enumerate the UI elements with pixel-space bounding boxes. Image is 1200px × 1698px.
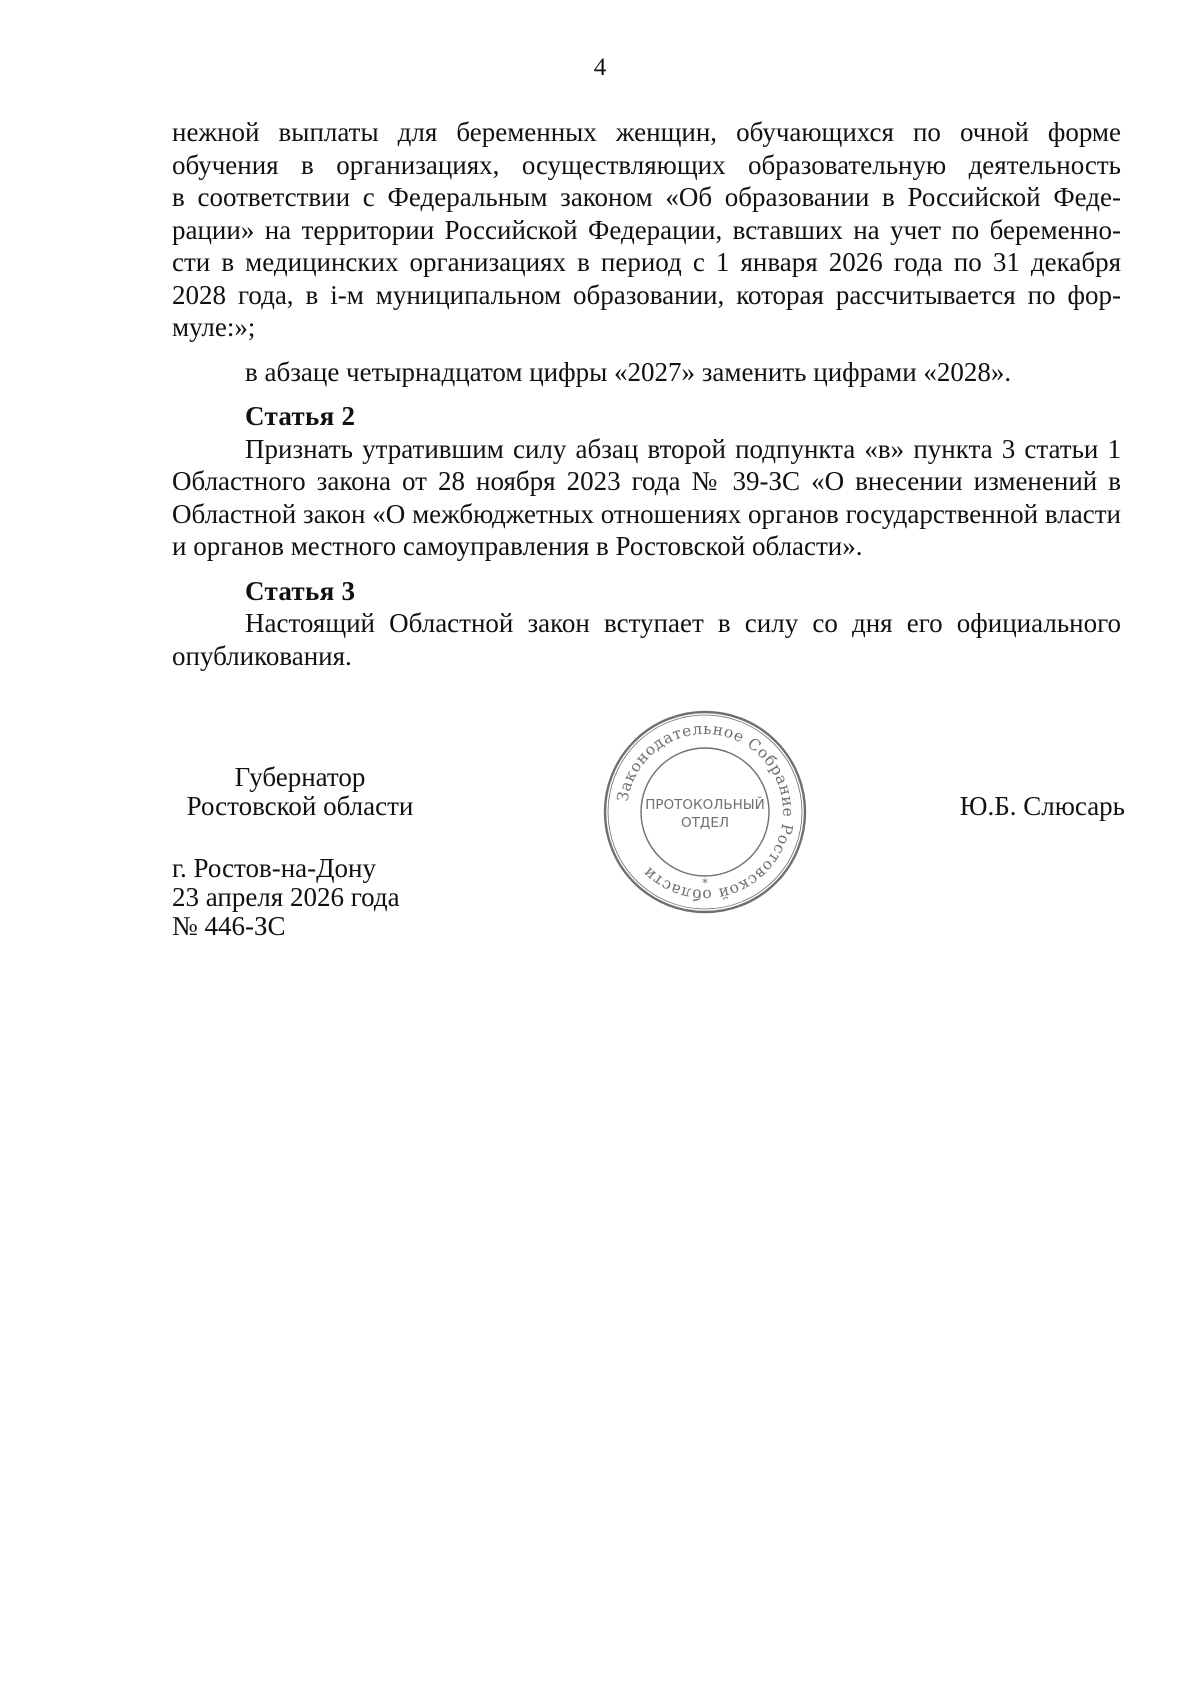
signatory-region: Ростовской области bbox=[186, 791, 414, 821]
page-number: 4 bbox=[593, 54, 607, 81]
stamp-star: * bbox=[702, 876, 708, 890]
text-line: в соответствии с Федеральным законом «Об образовании в Российской Феде- bbox=[172, 182, 1121, 212]
article-3-heading: Статья 3 bbox=[245, 575, 356, 606]
stamp-center-line2: ОТДЕЛ bbox=[680, 815, 730, 831]
text-line: рации» на территории Российской Федерации, вставших на учет по беременно- bbox=[172, 214, 1121, 245]
article-2-heading: Статья 2 bbox=[245, 401, 356, 431]
signatory-position: Губернатор bbox=[234, 762, 366, 792]
document-body bbox=[172, 116, 1121, 672]
signatory-name: Ю.Б. Слюсарь bbox=[959, 791, 1125, 821]
law-number: № 446-ЗС bbox=[172, 911, 286, 941]
article-3-text: Настоящий Областной закон вступает в силу со дня его официального опубликования. bbox=[172, 608, 1121, 671]
place-date-block bbox=[172, 854, 400, 941]
city: г. Ростов-на-Дону bbox=[172, 853, 377, 883]
signatory-title bbox=[172, 763, 428, 821]
text-line: сти в медицинских организациях в период с 1 января 2026 года по 31 декабря bbox=[172, 247, 1121, 277]
stamp-center-line1: ПРОТОКОЛЬНЫЙ bbox=[645, 797, 765, 813]
law-date: 23 апреля 2026 года bbox=[172, 882, 400, 912]
text-line: 2028 года, в i-м муниципальном образовании, которая рассчитывается по фор- bbox=[172, 279, 1121, 310]
text-line: муле:»; bbox=[172, 312, 256, 342]
article-2-text: Признать утратившим силу абзац второй подпункта «в» пункта 3 статьи 1 Областного закона от 28 ноября 2023 года № 39-ЗС «О внесении изменений в Областной закон «О межбюджетных отношениях органов государственной власти и органов местного самоуправления в Ростовской области». bbox=[172, 433, 1121, 561]
paragraph-continuation bbox=[172, 116, 1121, 344]
text-line: нежной выплаты для беременных женщин, обучающихся по очной форме bbox=[172, 117, 1121, 147]
paragraph-amendment: в абзаце четырнадцатом цифры «2027» заменить цифрами «2028». bbox=[245, 356, 1012, 387]
text-line: обучения в организациях, осуществляющих образовательную деятельность bbox=[172, 149, 1121, 180]
official-stamp bbox=[600, 707, 810, 917]
stamp-ring-text: Законодательное Собрание Ростовской области bbox=[613, 719, 798, 905]
